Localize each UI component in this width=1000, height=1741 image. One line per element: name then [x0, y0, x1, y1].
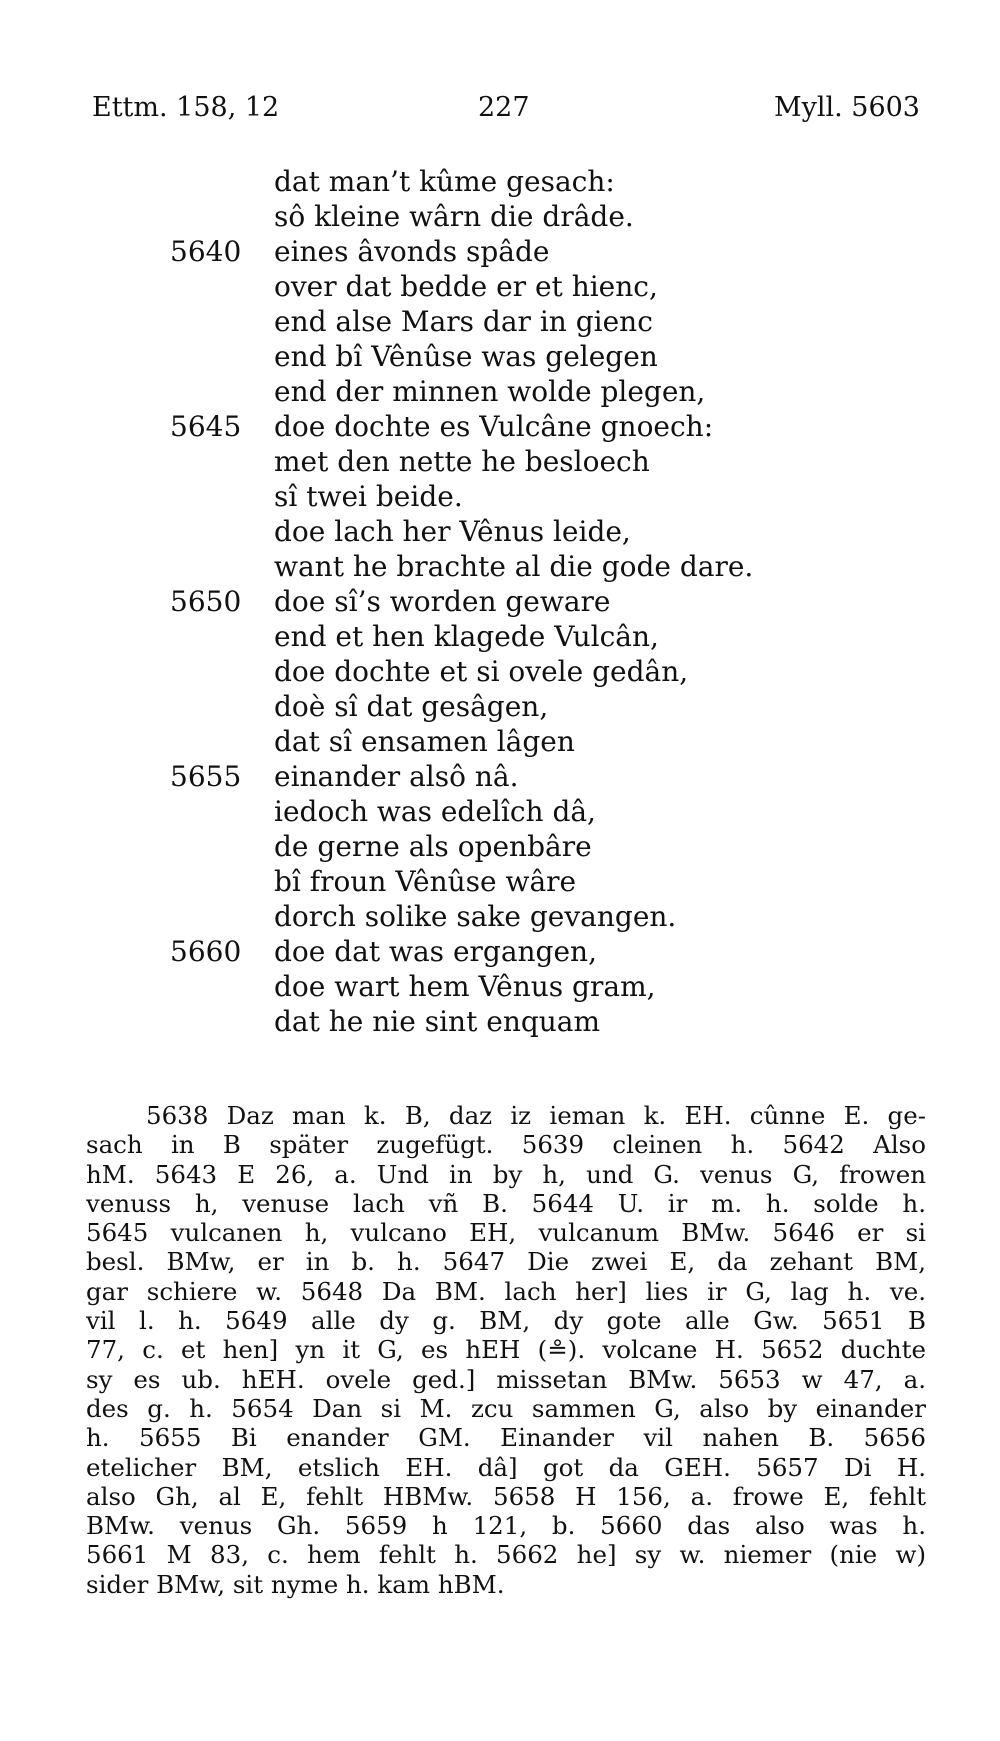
verse-line: [0, 619, 1000, 654]
verse-line-text: dorch solike sake gevangen.: [274, 900, 677, 933]
apparatus-line: sy es ub. hEH. ovele ged.] missetan BMw. 5653 w 47, a.: [86, 1364, 926, 1394]
apparatus-line: 77, c. et hen] yn it G, es hEH (≗). volcane H. 5652 duchte: [86, 1335, 926, 1365]
apparatus-line: 5645 vulcanen h, vulcano EH, vulcanum BMw. 5646 er si: [86, 1218, 926, 1248]
verse-line-text: over dat bedde er et hienc,: [274, 270, 658, 303]
verse-line-text: doè sî dat gesâgen,: [274, 690, 549, 723]
verse-line-text: want he brachte al die gode dare.: [274, 550, 754, 583]
verse-line: [0, 409, 1000, 444]
critical-apparatus: [86, 1101, 926, 1599]
verse-line-text: dat he nie sint enquam: [274, 1005, 601, 1038]
verse-line: [0, 234, 1000, 269]
verse-text: [0, 164, 1000, 1039]
verse-line: [0, 969, 1000, 1004]
line-number: 5640: [170, 235, 242, 268]
page-header: [0, 92, 1000, 132]
verse-line: [0, 759, 1000, 794]
verse-line-text: einander alsô nâ.: [274, 760, 519, 793]
verse-line: [0, 549, 1000, 584]
apparatus-line: hM. 5643 E 26, a. Und in by h, und G. venus G, frowen: [86, 1159, 926, 1189]
verse-line-text: bî froun Vênûse wâre: [274, 865, 577, 898]
verse-line: [0, 654, 1000, 689]
line-number: 5645: [170, 410, 242, 443]
verse-line-text: dat sî ensamen lâgen: [274, 725, 575, 758]
verse-line: [0, 934, 1000, 969]
verse-line-text: doe lach her Vênus leide,: [274, 515, 631, 548]
verse-line-text: doe sî’s worden geware: [274, 585, 611, 618]
apparatus-line: sider BMw, sit nyme h. kam hBM.: [86, 1569, 505, 1599]
apparatus-line: gar schiere w. 5648 Da BM. lach her] lies ir G, lag h. ve.: [86, 1276, 926, 1306]
apparatus-line: BMw. venus Gh. 5659 h 121, b. 5660 das also was h.: [86, 1511, 926, 1541]
line-number: 5655: [170, 760, 242, 793]
verse-line: [0, 899, 1000, 934]
verse-line-text: doe dochte es Vulcâne gnoech:: [274, 410, 714, 443]
verse-line: [0, 339, 1000, 374]
verse-line: [0, 374, 1000, 409]
verse-line: [0, 479, 1000, 514]
verse-line-text: end der minnen wolde plegen,: [274, 375, 706, 408]
verse-line-text: dat man’t kûme gesach:: [274, 165, 615, 198]
verse-line: [0, 444, 1000, 479]
apparatus-line: besl. BMw, er in b. h. 5647 Die zwei E, da zehant BM,: [86, 1247, 926, 1277]
verse-line: [0, 269, 1000, 304]
verse-line-text: sî twei beide.: [274, 480, 463, 513]
verse-line: [0, 584, 1000, 619]
apparatus-line: also Gh, al E, fehlt HBMw. 5658 H 156, a. frowe E, fehlt: [86, 1481, 926, 1511]
verse-line-text: sô kleine wârn die drâde.: [274, 200, 634, 233]
page-number: 227: [478, 92, 530, 123]
verse-line-text: doe wart hem Vênus gram,: [274, 970, 656, 1003]
verse-line: [0, 164, 1000, 199]
verse-line: [0, 829, 1000, 864]
line-number: 5660: [170, 935, 242, 968]
apparatus-line: 5661 M 83, c. hem fehlt h. 5662 he] sy w. niemer (nie w): [86, 1540, 926, 1570]
apparatus-line: venuss h, venuse lach vñ B. 5644 U. ir m. h. solde h.: [86, 1188, 926, 1218]
apparatus-line: etelicher BM, etslich EH. dâ] got da GEH. 5657 Di H.: [86, 1452, 926, 1482]
verse-line: [0, 199, 1000, 234]
verse-line-text: doe dat was ergangen,: [274, 935, 597, 968]
apparatus-line: sach in B später zugefügt. 5639 cleinen h. 5642 Also: [86, 1130, 926, 1160]
verse-line-text: iedoch was edelîch dâ,: [274, 795, 596, 828]
apparatus-line: des g. h. 5654 Dan si M. zcu sammen G, also by einander: [86, 1393, 926, 1423]
verse-line: [0, 514, 1000, 549]
verse-line-text: end et hen klagede Vulcân,: [274, 620, 659, 653]
verse-line: [0, 724, 1000, 759]
apparatus-line: vil l. h. 5649 alle dy g. BM, dy gote alle Gw. 5651 B: [86, 1306, 926, 1336]
verse-line-text: met den nette he besloech: [274, 445, 650, 478]
apparatus-line: h. 5655 Bi enander GM. Einander vil nahen B. 5656: [86, 1423, 926, 1453]
header-left-reference: Ettm. 158, 12: [92, 92, 280, 123]
verse-line: [0, 1004, 1000, 1039]
verse-line-text: end alse Mars dar in gienc: [274, 305, 653, 338]
verse-line-text: eines âvonds spâde: [274, 235, 550, 268]
verse-line: [0, 304, 1000, 339]
apparatus-line: 5638 Daz man k. B, daz iz ieman k. EH. cûnne E. ge-: [146, 1101, 926, 1130]
verse-line: [0, 794, 1000, 829]
verse-line-text: doe dochte et si ovele gedân,: [274, 655, 689, 688]
verse-line-text: end bî Vênûse was gelegen: [274, 340, 658, 373]
verse-line: [0, 864, 1000, 899]
verse-line: [0, 689, 1000, 724]
line-number: 5650: [170, 585, 242, 618]
header-right-reference: Myll. 5603: [773, 92, 920, 123]
verse-line-text: de gerne als openbâre: [274, 830, 592, 863]
